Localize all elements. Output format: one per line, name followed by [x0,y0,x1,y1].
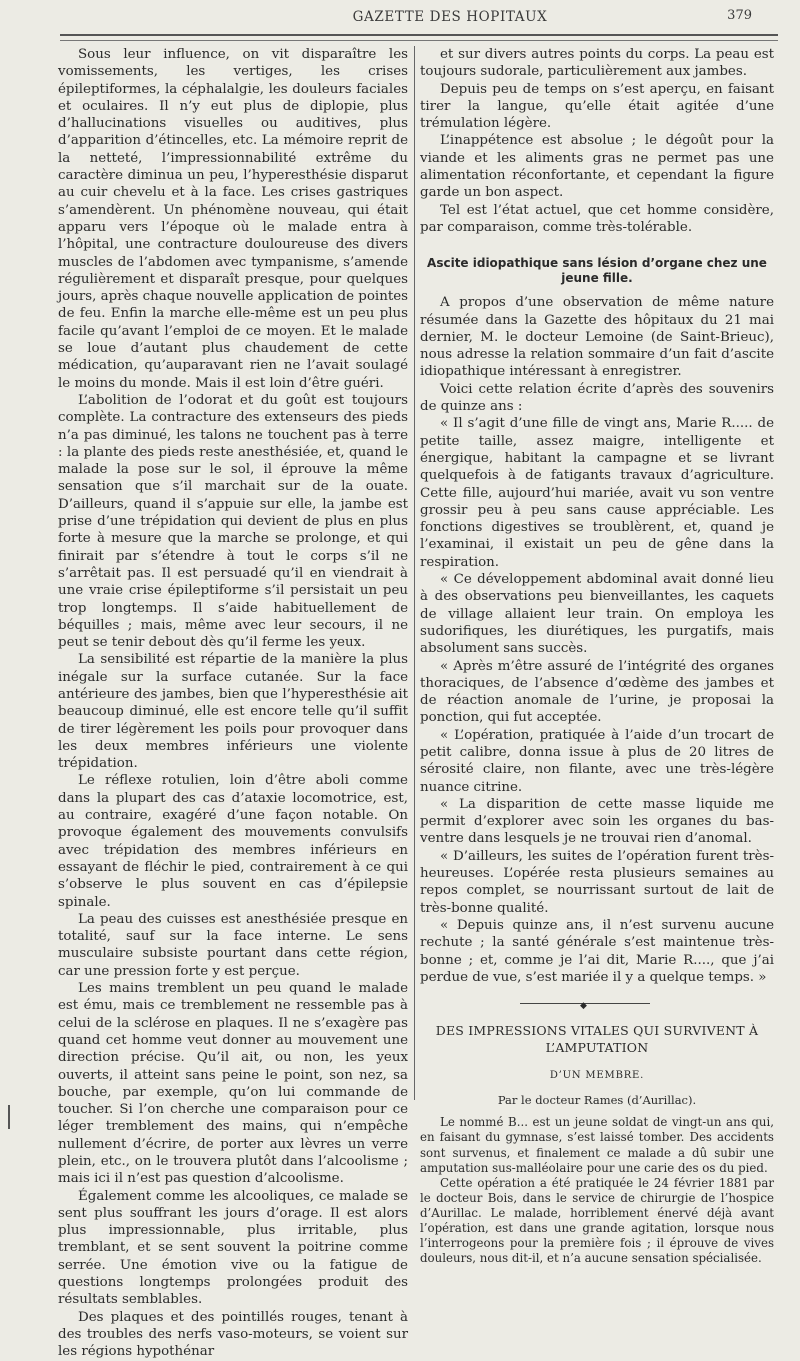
paragraph: L’abolition de l’odorat et du goût est toujours complète. La contracture des extenseurs des pieds n’a pas diminué, les talons ne touchent pas à terre : la plante des pieds reste anesthésiée, et, quand le malade la pose sur le sol, il éprouve la même sensation que s’il marchait sur de la ouate. D’ailleurs, quand il s’appuie sur elle, la jambe est prise d’une trépidation qui devient de plus en plus forte à mesure que la marche se prolonge, et qui finirait par s’étendre à tout le corps s’il ne s’arrêtait pas. Il est persuadé qu’il en viendrait à une vraie crise épileptiforme s’il persistait un peu trop longtemps. Il s’aide habituellement de béquilles ; mais, même avec leur secours, il ne peut se tenir debout dès qu’il ferme les yeux. [58,392,408,651]
author-byline: Par le docteur Rames (d’Aurillac). [497,1093,697,1108]
paragraph: « Il s’agit d’une fille de vingt ans, Marie R..... de petite taille, assez maigre, intelligente et énergique, habitant la campagne et se livrant quelquefois à de fatigants travaux d’agriculture. Cette fille, aujourd’hui mariée, avait vu son ventre grossir peu à peu sans cause appréciable. Les fonctions digestives se troublèrent, et, quand je l’examinai, il existait un peu de gêne dans la respiration. [420,416,774,570]
margin-mark [8,1105,10,1129]
paragraph: et sur divers autres points du corps. La peau est toujours sudorale, particulièrement aux jambes. [420,47,774,80]
left-column [58,46,408,1361]
section-title-amputation: DES IMPRESSIONS VITALES QUI SURVIVENT À L’AMPUTATION [435,1023,759,1056]
paragraph: L’inappétence est absolue ; le dégoût pour la viande et les aliments gras ne permet pas une alimentation réconfortante, et cependant la figure garde un bon aspect. [420,133,774,201]
paragraph: « L’opération, pratiquée à l’aide d’un trocart de petit calibre, donna issue à plus de 20 litres de sérosité claire, non filante, avec une très-légère nuance citrine. [420,727,774,795]
paragraph: Également comme les alcooliques, ce malade se sent plus souffrant les jours d’orage. Il est alors plus impressionnable, plus irritable, plus tremblant, et se sent souvent la poitrine comme serrée. Une émotion vive ou la fatigue de questions longtemps prolongées produit des résultats semblables. [58,1188,408,1308]
paragraph: « La disparition de cette masse liquide me permit d’explorer avec soin les organes du bas-ventre dans lesquels je ne trouvai rien d’anomal. [420,796,774,847]
paragraph: Voici cette relation écrite d’après des souvenirs de quinze ans : [420,381,774,415]
paragraph: Tel est l’état actuel, que cet homme considère, par comparaison, comme très-tolérable. [420,202,774,235]
page-number: 379 [727,8,752,23]
paragraph: A propos d’une observation de même nature résumée dans la Gazette des hôpitaux du 21 mai dernier, M. le docteur Lemoine (de Saint-Brieuc), nous adresse la relation sommaire d’un fait d’ascite idiopathique intéressant à enregistrer. [420,295,774,380]
header-rule-thin [60,40,778,41]
paragraph: Cette opération a été pratiquée le 24 février 1881 par le docteur Bois, dans le service de chirurgie de l’hospice d’Aurillac. Le malade, horriblement énervé déjà avant l’opération, est dans une grande agitation, lorsque nous l’interrogeons pour la première fois ; il éprouve de vives douleurs, nous dit-il, et n’a aucune sensation spécialisée. [420,1175,774,1266]
paragraph: Le réflexe rotulien, loin d’être aboli comme dans la plupart des cas d’ataxie locomotrice, est, au contraire, exagéré d’une façon notable. On provoque également des mouvements convulsifs avec trépidation des membres inférieurs en essayant de fléchir le pied, contrairement à ce qui s’observe le plus souvent en cas d’épilepsie spinale. [58,773,408,910]
section-title-ascite: Ascite idiopathique sans lésion d’organe chez une jeune fille. [427,256,767,286]
paragraph: Depuis peu de temps on s’est aperçu, en faisant tirer la langue, qu’elle était agitée d’une trémulation légère. [420,81,774,132]
article-body-small [420,1115,774,1266]
right-column [420,46,774,1266]
section-subtitle: D’UN MEMBRE. [549,1069,645,1081]
paragraph: « Ce développement abdominal avait donné lieu à des observations peu bienveillantes, les caquets de village allaient leur train. On employa les sudorifiques, les diurétiques, les purgatifs, mais absolument sans succès. [420,572,774,657]
paragraph: « Après m’être assuré de l’intégrité des organes thoraciques, de l’absence d’œdème des jambes et de réaction anomale de l’urine, je proposai la ponction, qui fut acceptée. [420,658,774,726]
header-rule-thick [60,34,778,36]
paragraph: « Depuis quinze ans, il n’est survenu aucune rechute ; la santé générale s’est maintenue très-bonne ; et, comme je l’ai dit, Marie R...., que j’ai perdue de vue, s’est mariée il y a quelque temps. » [420,917,774,985]
paragraph: Des plaques et des pointillés rouges, tenant à des troubles des nerfs vaso-moteurs, se voient sur les régions hypothénar [58,1309,408,1360]
paragraph: Les mains tremblent un peu quand le malade est ému, mais ce tremblement ne ressemble pas à celui de la sclérose en plaques. Il ne s’exagère pas quand cet homme veut donner au mouvement une direction précise. Qu’il ait, ou non, les yeux ouverts, il atteint sans peine le point, son nez, sa bouche, par exemple, qu’on lui commande de toucher. Si l’on cherche une comparaison pour ce léger tremblement des mains, qui n’empêche nullement d’écrire, de porter aux lèvres un verre plein, etc., on le trouvera plutôt dans l’alcoolisme ; mais ici il n’est pas question d’alcoolisme. [58,981,408,1187]
section-separator: ◆ [420,998,774,1008]
paragraph: « D’ailleurs, les suites de l’opération furent très-heureuses. L’opérée resta plusieurs semaines au repos complet, se nourrissant surtout de lait de très-bonne qualité. [420,848,774,916]
running-header: GAZETTE DES HOPITAUX [352,9,548,25]
paragraph: La peau des cuisses est anesthésiée presque en totalité, sauf sur la face interne. Le sens musculaire subsiste pourtant dans cette région, car une pression forte y est perçue. [58,911,408,979]
paragraph: La sensibilité est répartie de la manière la plus inégale sur la surface cutanée. Sur la face antérieure des jambes, bien que l’hyperesthésie ait beaucoup diminué, elle est encore telle qu’il suffit de tirer légèrement les poils pour provoquer dans les deux membres inférieurs une violente trépidation. [58,652,408,772]
paragraph: Sous leur influence, on vit disparaître les vomissements, les vertiges, les crises épileptiformes, la céphalalgie, les douleurs faciales et oculaires. Il n’y eut plus de diplopie, plus d’hallucinations visuelles ou auditives, plus d’apparition d’étincelles, etc. La mémoire reprit de la netteté, l’impressionnabilité extrême du caractère diminua un peu, l’hyperesthésie disparut au cuir chevelu et à la face. Les crises gastriques s’amendèrent. Un phénomène nouveau, qui était apparu vers l’époque où le malade entra à l’hôpital, une contracture douloureuse des divers muscles de l’abdomen avec tympanisme, s’amende régulièrement et disparaît presque, pour quelques jours, après chaque nouvelle application de pointes de feu. Enfin la marche elle-même est un peu plus facile qu’avant l’emploi de ce moyen. Et le malade se loue d’autant plus chaudement de cette médication, qu’auparavant rien ne l’avait soulagé le moins du monde. Mais il est loin d’être guéri. [58,47,408,391]
paragraph: Le nommé B... est un jeune soldat de vingt-un ans qui, en faisant du gymnase, s’est laissé tomber. Des accidents sont survenus, et finalement ce malade a dû subir une amputation sus-malléolaire pour une carie des os du pied. [420,1115,774,1175]
column-divider [414,46,415,1100]
